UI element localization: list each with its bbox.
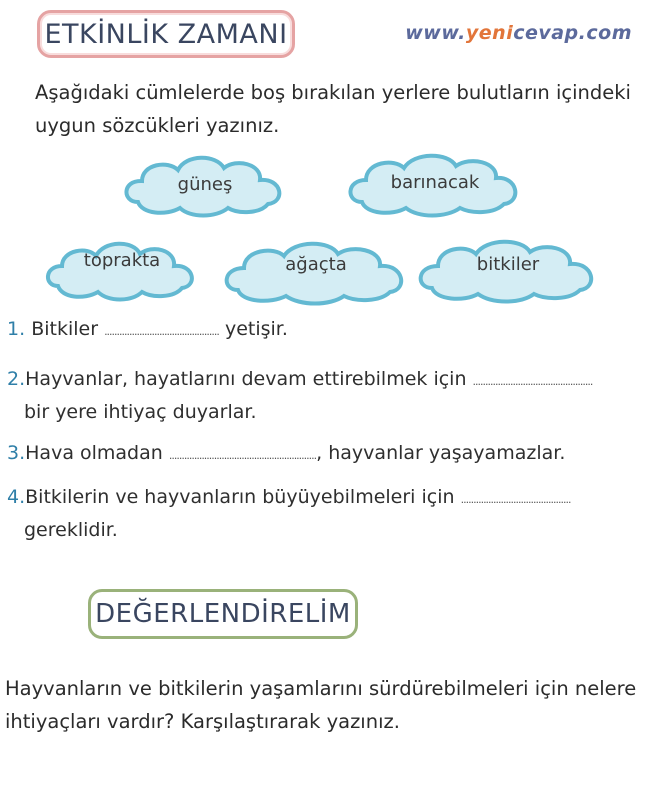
evaluation-title: DEĞERLENDİRELİM [95,599,351,629]
cloud-word: bitkiler [476,254,540,275]
evaluation-title-box [88,589,358,639]
activity-title-box [37,10,295,58]
question-3: 3.Hava olmadan ..........................................................., hayvanlar yaşayamazlar. [7,442,566,464]
question-4: 4.Bitkilerin ve hayvanların büyüyebilmeleri için ............................................ gereklidir. [7,486,571,541]
cloud-word: ağaçta [285,254,347,275]
cloud-gunes [120,150,290,220]
answer-blank[interactable]: ........................................................... [168,449,317,462]
activity-title: ETKİNLİK ZAMANI [44,18,288,50]
cloud-agacta [220,236,412,308]
answer-blank[interactable]: .............................................. [104,325,219,338]
cloud-word: güneş [177,174,233,195]
question-number: 2. [7,368,26,390]
question-number: 1. [7,318,26,340]
cloud-toprakta [42,236,202,304]
answer-blank[interactable]: ............................................ [460,493,571,506]
instruction-text: Aşağıdaki cümlelerde boş bırakılan yerlere bulutların içindeki uygun sözcükleri yazınız. [35,81,631,137]
site-watermark: www.yenicevap.com [405,22,632,44]
question-number: 3. [7,442,26,464]
cloud-barinacak [344,148,526,220]
question-number: 4. [7,486,26,508]
evaluation-text: Hayvanların ve bitkilerin yaşamlarını sürdürebilmeleri için nelere ihtiyaçları vardır? Karşılaştırarak yazınız. [5,677,637,733]
cloud-bitkiler [414,234,602,306]
cloud-word: toprakta [83,250,161,271]
question-2: 2.Hayvanlar, hayatlarını devam ettirebilmek için ................................................ bir yere ihtiyaç duyarlar. [7,368,593,423]
question-1: 1. Bitkiler .............................................. yetişir. [7,318,288,340]
cloud-word: barınacak [390,172,480,193]
answer-blank[interactable]: ................................................ [472,375,593,388]
